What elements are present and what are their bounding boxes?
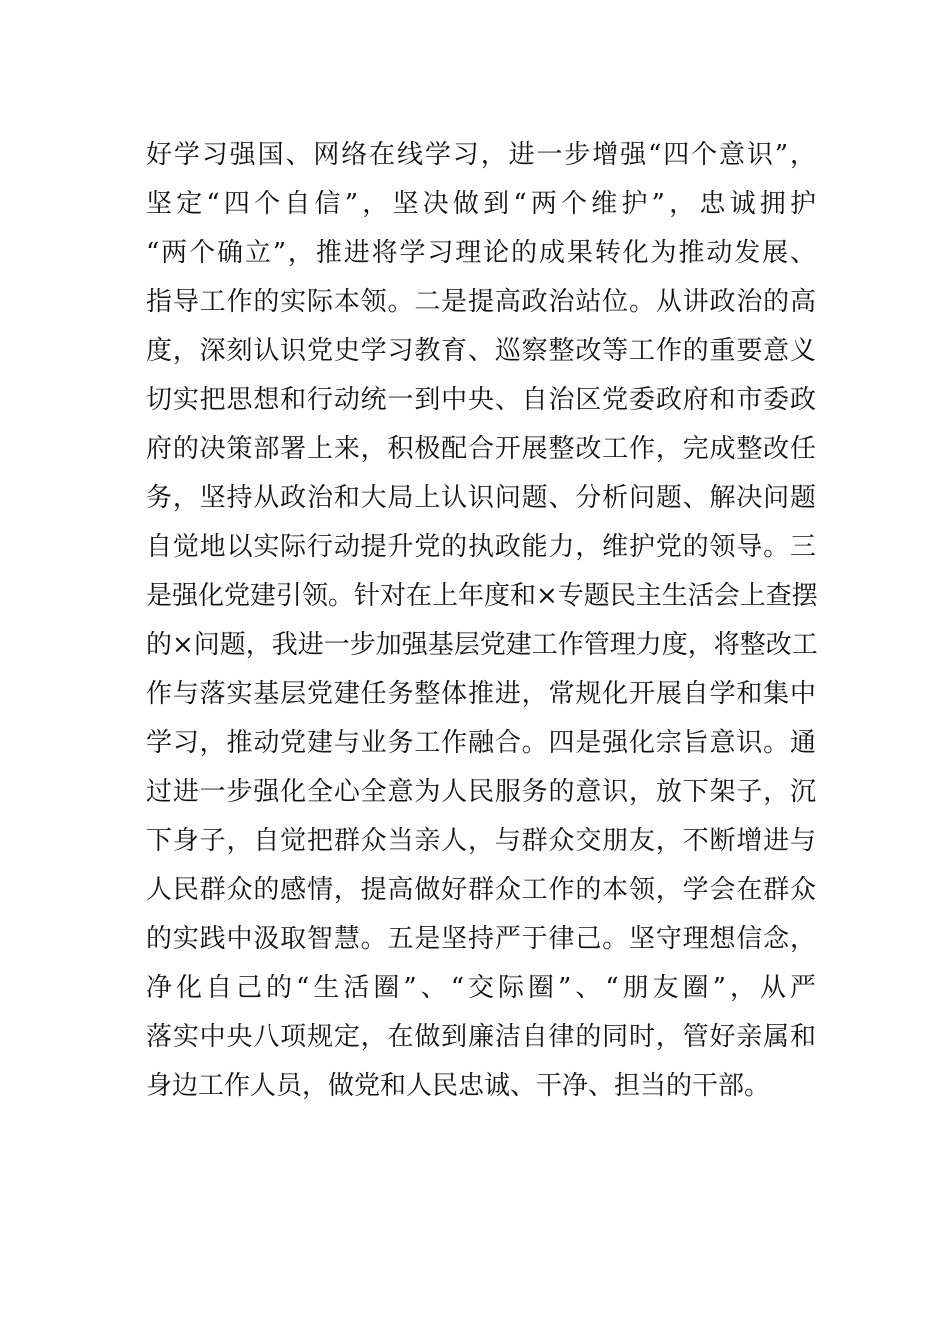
body-paragraph [146,131,816,1111]
text-line: 坚定“四个自信”，坚决做到“两个维护”，忠诚拥护 [146,189,816,219]
text-line: 务，坚持从政治和大局上认识问题、分析问题、解决问题 [146,483,816,513]
text-line: “两个确立”，推进将学习理论的成果转化为推动发展、 [146,238,816,268]
text-line: 净化自己的“生活圈”、“交际圈”、“朋友圈”，从严 [146,973,816,1003]
text-line: 是强化党建引领。针对在上年度和×专题民主生活会上查摆 [146,581,818,611]
text-line: 过进一步强化全心全意为人民服务的意识，放下架子，沉 [146,777,816,807]
text-line: 度，深刻认识党史学习教育、巡察整改等工作的重要意义 [146,336,816,366]
text-line: 的实践中汲取智慧。五是坚持严于律己。坚守理想信念， [146,924,816,954]
text-line: 落实中央八项规定，在做到廉洁自律的同时，管好亲属和 [146,1022,816,1052]
text-line: 身边工作人员，做党和人民忠诚、干净、担当的干部。 [146,1071,771,1101]
text-line: 的×问题，我进一步加强基层党建工作管理力度，将整改工 [146,630,818,660]
text-line: 自觉地以实际行动提升党的执政能力，维护党的领导。三 [146,532,816,562]
text-line: 人民群众的感情，提高做好群众工作的本领，学会在群众 [146,875,816,905]
text-line: 府的决策部署上来，积极配合开展整改工作，完成整改任 [146,434,816,464]
text-line: 好学习强国、网络在线学习，进一步增强“四个意识”， [146,140,816,170]
text-line: 学习，推动党建与业务工作融合。四是强化宗旨意识。通 [146,728,816,758]
text-line: 作与落实基层党建任务整体推进，常规化开展自学和集中 [146,679,816,709]
text-line: 切实把思想和行动统一到中央、自治区党委政府和市委政 [146,385,816,415]
text-line: 指导工作的实际本领。二是提高政治站位。从讲政治的高 [146,287,816,317]
text-line: 下身子，自觉把群众当亲人，与群众交朋友，不断增进与 [146,826,816,856]
